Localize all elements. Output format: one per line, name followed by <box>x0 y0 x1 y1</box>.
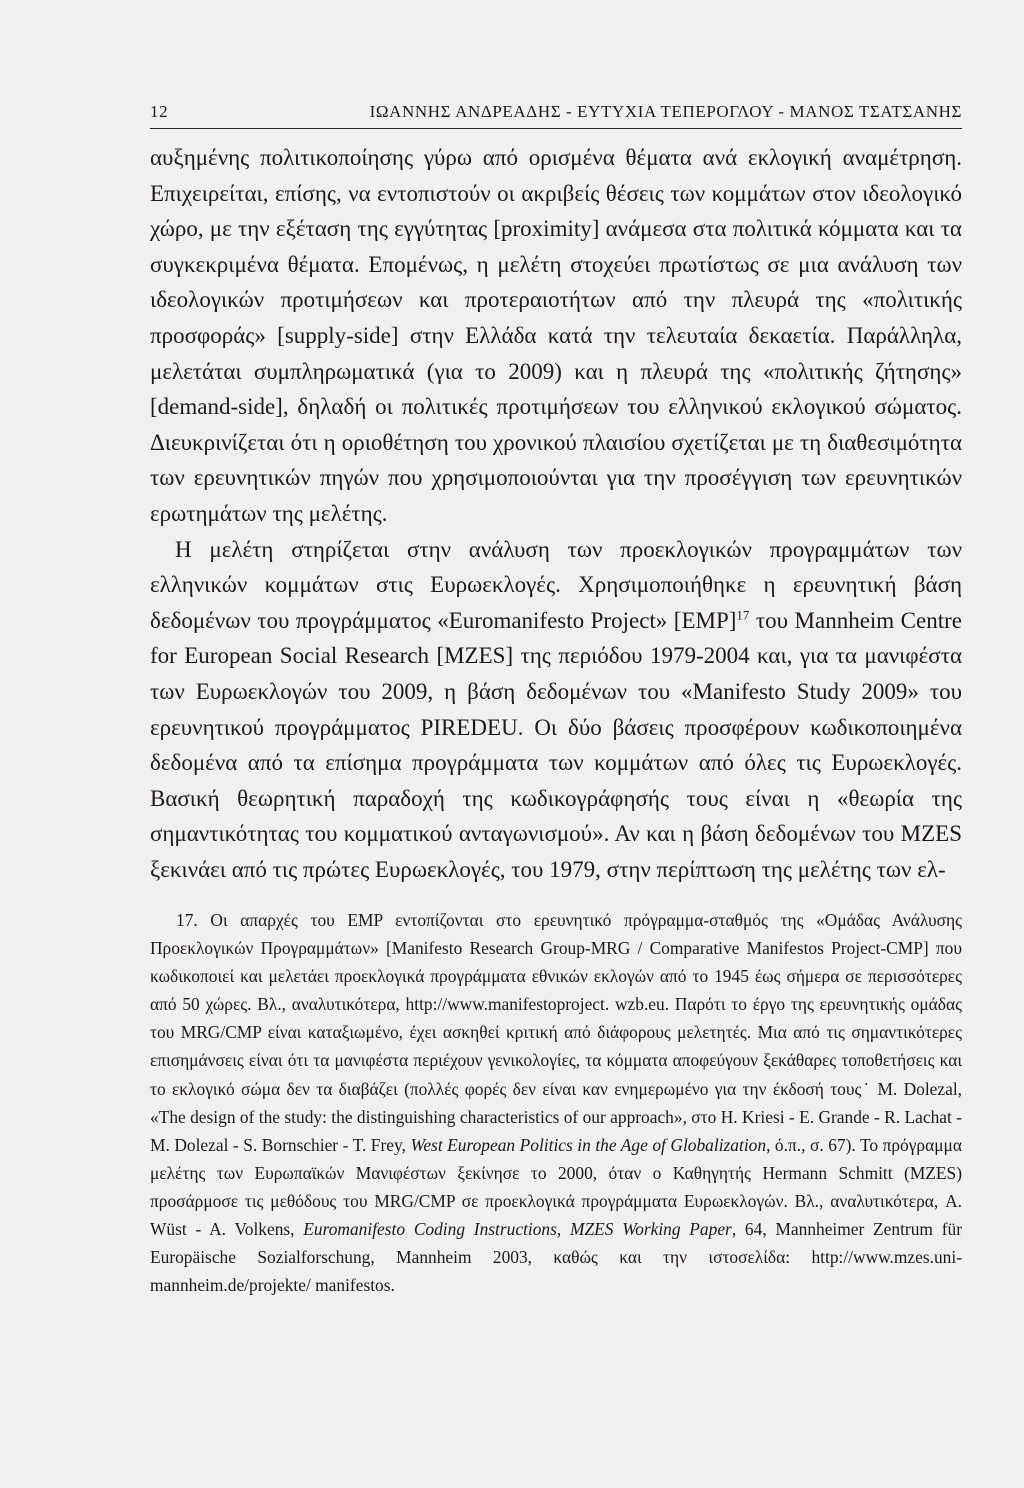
footnote-text-2: , ό.π., σ. 67). Το πρόγραμμα μελέτης των Ευρωπαϊκών Μανιφέστων ξεκίνησε το 2000, όταν ο Καθηγητής Hermann Schmitt (MZES) προσάρμοσε τις μεθόδους του MRG/CMP σε προεκλογικά προγράμματα Ευρωεκλογών. Βλ., αναλυτικότερα, A. Wüst - A. Volkens, <box>150 1134 962 1240</box>
footnote-reference-17[interactable]: 17 <box>736 607 750 623</box>
footnote-text-3: , 64, Mannheimer Zentrum für Europäische Sozialforschung, Mannheim 2003, καθώς και την ιστοσελίδα: http://www.mzes.uni-mannheim.de/projekte/ manifestos. <box>150 1219 962 1296</box>
footnote-italic-title-2: Euromanifesto Coding Instructions, MZES Working Paper <box>303 1219 732 1240</box>
running-header-authors: ΙΩΑΝΝΗΣ ΑΝΔΡΕΑΔΗΣ - ΕΥΤΥΧΙΑ ΤΕΠΕΡΟΓΛΟΥ - ΜΑΝΟΣ ΤΣΑΤΣΑΝΗΣ <box>369 102 962 121</box>
body-paragraph-1: αυξημένης πολιτικοποίησης γύρω από ορισμένα θέματα ανά εκλογική αναμέτρηση. Επιχειρείται, επίσης, να εντοπιστούν οι ακριβείς θέσεις των κομμάτων στον ιδεολογικό χώρο, με την εξέταση της εγγύτητας [proximity] ανάμεσα στα πολιτικά κόμματα και τα συγκεκριμένα θέματα. Επομένως, η μελέτη στοχεύει πρωτίστως σε μια ανάλυση των ιδεολογικών προτιμήσεων και προτεραιοτήτων από την πλευρά της «πολιτικής προσφοράς» [supply-side] στην Ελλάδα κατά την τελευταία δεκαετία. Παράλληλα, μελετάται συμπληρωματικά (για το 2009) και η πλευρά της «πολιτικής ζήτησης» [demand-side], δηλαδή οι πολιτικές προτιμήσεων του ελληνικού εκλογικού σώματος. Διευκρινίζεται ότι η οριοθέτηση του χρονικού πλαισίου σχετίζεται με τη διαθεσιμότητα των ερευνητικών πηγών που χρησιμοποιούνται για την προσέγγιση των ερευνητικών ερωτημάτων της μελέτης. <box>150 145 962 526</box>
body-paragraph-2 <box>150 532 962 888</box>
footnote-italic-title-1: West European Politics in the Age of Globalization <box>410 1134 767 1155</box>
running-header <box>150 100 962 129</box>
page-number: 12 <box>150 102 169 121</box>
main-text <box>150 140 962 887</box>
body-paragraph-2-start: Η μελέτη στηρίζεται στην ανάλυση των προεκλογικών προγραμμάτων των ελληνικών κομμάτων στις Ευρωεκλογές. Χρησιμοποιήθηκε η ερευνητική βάση δεδομένων του προγράμματος «Euromanifesto Project» [EMP] <box>150 536 962 633</box>
body-paragraph-2-end: του Mannheim Centre for European Social Research [MZES] της περιόδου 1979-2004 και, για τα μανιφέστα των Ευρωεκλογών του 2009, η βάση δεδομένων του «Manifesto Study 2009» του ερευνητικού προγράμματος PIREDEU. Οι δύο βάσεις προσφέρουν κωδικοποιημένα δεδομένα από τα επίσημα προγράμματα των κομμάτων από όλες τις Ευρωεκλογές. Βασική θεωρητική παραδοχή της κωδικογράφησής τους είναι η «θεωρία της σημαντικότητας του κομματικού ανταγωνισμού». Αν και η βάση δεδομένων του MZES ξεκινάει από τις πρώτες Ευρωεκλογές, του 1979, στην περίπτωση της μελέτης των ελ- <box>150 607 962 882</box>
footnote-text-1: 17. Οι απαρχές του EMP εντοπίζονται στο ερευνητικό πρόγραμμα-σταθμός της «Ομάδας Ανάλυσης Προεκλογικών Προγραμμάτων» [Manifesto Research Group-MRG / Comparative Manifestos Project-CMP] που κωδικοποιεί και μελετάει προεκλογικά προγράμματα εθνικών εκλογών από το 1945 έως σήμερα σε περισσότερες από 50 χώρες. Βλ., αναλυτικότερα, http://www.manifestoproject. wzb.eu. Παρότι το έργο της ερευνητικής ομάδας του MRG/CMP είναι καταξιωμένο, έχει ασκηθεί κριτική από διάφορους μελετητές. Μια από τις σημαντικότερες επισημάνσεις είναι ότι τα μανιφέστα περιέχουν γενικολογίες, τα κόμματα αποφεύγουν ξεκάθαρες τοποθετήσεις και το εκλογικό σώμα δεν τα διαβάζει (πολλές φορές δεν είναι καν ενημερωμένο για την έκδοσή τους˙ M. Dolezal, «The design of the study: the distinguishing characteristics of our approach», στο H. Kriesi - E. Grande - R. Lachat - M. Dolezal - S. Bornschier - T. Frey, <box>150 910 962 1155</box>
footnote-17 <box>150 906 962 1299</box>
